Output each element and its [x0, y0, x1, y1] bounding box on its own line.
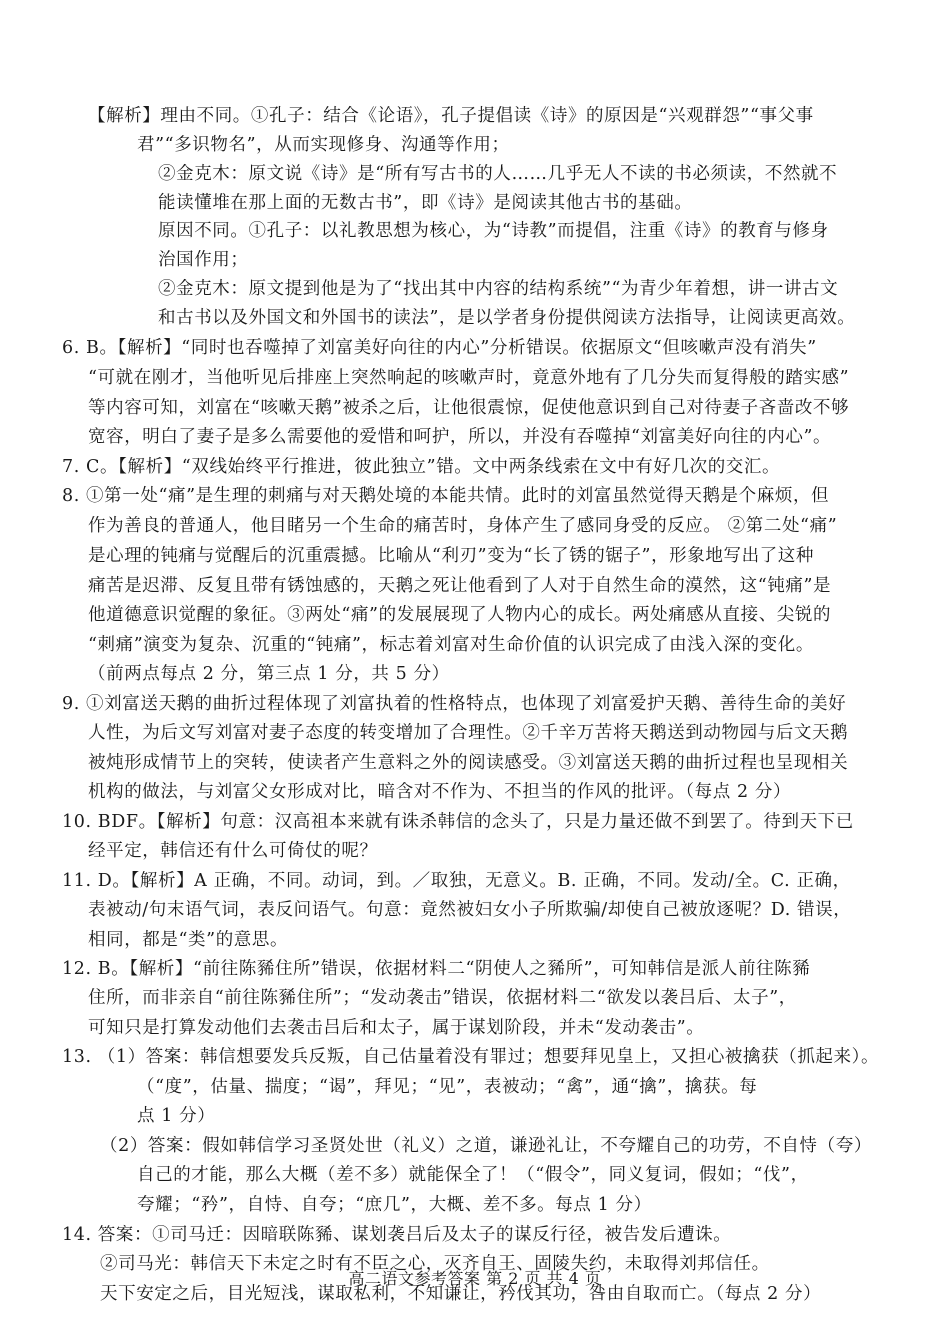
text-line: 12. B。【解析】“前往陈豨住所”错误，依据材料二“阴使人之豨所”，可知韩信是派人前往陈豨: [62, 959, 811, 979]
text-line: 可知只是打算发动他们去袭击吕后和太子，属于谋划阶段，并未“发动袭击”。: [88, 1018, 705, 1038]
text-line: 10. BDF。【解析】句意：汉高祖本来就有诛杀韩信的念头了，只是力量还做不到罢了。待到天下已: [62, 812, 854, 832]
text-line: 9. ①刘富送天鹅的曲折过程体现了刘富执着的性格特点，也体现了刘富爱护天鹅、善待生命的美好: [62, 694, 847, 714]
text-line: 他道德意识觉醒的象征。③两处“痛”的发展展现了人物内心的成长。两处痛感从直接、尖锐的: [88, 605, 832, 625]
text-line: 点 1 分）: [137, 1106, 216, 1126]
text-line: 和古书以及外国文和外国书的读法”，是以学者身份提供阅读方法指导，让阅读更高效。: [158, 308, 856, 328]
text-line: （2）答案：假如韩信学习圣贤处世（礼义）之道，谦逊礼让，不夸耀自己的功劳，不自恃（夸）: [100, 1136, 872, 1156]
page-footer: 高二语文参考答案 第 2 页 共 4 页: [348, 1269, 602, 1288]
text-line: （“度”，估量、揣度；“谒”，拜见；“见”，表被动；“禽”，通“擒”，擒获。每: [137, 1077, 758, 1097]
text-line: 君”“多识物名”，从而实现修身、沟通等作用；: [137, 135, 510, 155]
text-line: （前两点每点 2 分，第三点 1 分，共 5 分）: [88, 664, 450, 684]
text-line: 能读懂堆在那上面的无数古书”，即《诗》是阅读其他古书的基础。: [158, 193, 693, 213]
text-line: 宽容，明白了妻子是多么需要他的爱惜和呵护，所以，并没有吞噬掉“刘富美好向往的内心”。: [88, 427, 832, 447]
text-line: 自己的才能，那么大概（差不多）就能保全了！（“假令”，同义复词，假如；“伐”，: [137, 1165, 809, 1185]
text-line: 6. B。【解析】“同时也吞噬掉了刘富美好向往的内心”分析错误。依据原文“但咳嗽声没有消失”: [62, 338, 817, 358]
text-line: 【解析】理由不同。①孔子：结合《论语》，孔子提倡读《诗》的原因是“兴观群怨”“事父事: [88, 106, 814, 126]
text-line: “刺痛”演变为复杂、沉重的“钝痛”，标志着刘富对生命价值的认识完成了由浅入深的变化。: [88, 635, 814, 655]
text-line: “可就在刚才，当他听见后排座上突然响起的咳嗽声时，竟意外地有了几分失而复得般的踏实感”: [88, 368, 850, 388]
text-line: 痛苦是迟滞、反复且带有锈蚀感的，天鹅之死让他看到了人对于自然生命的漠然，这“钝痛”是: [88, 576, 832, 596]
text-line: 被炖形成情节上的突转，使读者产生意料之外的阅读感受。③刘富送天鹅的曲折过程也呈现相关: [88, 753, 849, 773]
text-line: 夸耀；“矜”，自恃、自夸；“庶几”，大概、差不多。每点 1 分）: [137, 1195, 652, 1215]
text-line: 是心理的钝痛与觉醒后的沉重震撼。比喻从“利刃”变为“长了锈的锯子”，形象地写出了这种: [88, 546, 814, 566]
text-line: 天下安定之后，目光短浅，谋取私利，不知谦让，矜伐其功，咎由自取而亡。（每点 2 分）: [100, 1284, 822, 1304]
text-line: 14. 答案：①司马迁：因暗联陈豨、谋划袭吕后及太子的谋反行径，被告发后遭诛。: [62, 1225, 732, 1245]
text-line: 人性，为后文写刘富对妻子态度的转变增加了合理性。②千辛万苦将天鹅送到动物园与后文天鹅: [88, 723, 849, 743]
text-line: 7. C。【解析】“双线始终平行推进，彼此独立”错。文中两条线索在文中有好几次的交汇。: [62, 457, 781, 477]
text-line: 经平定，韩信还有什么可倚仗的呢？: [88, 841, 378, 861]
text-line: 住所，而非亲自“前往陈豨住所”；“发动袭击”错误，依据材料二“欲发以袭吕后、太子”，: [88, 988, 797, 1008]
text-line: 相同，都是“类”的意思。: [88, 930, 289, 950]
text-line: 表被动/句末语气词，表反问语气。句意：竟然被妇女小子所欺骗/却使自己被放逐呢？D. 错误，: [88, 900, 852, 920]
text-line: ②金克木：原文提到他是为了“找出其中内容的结构系统”“为青少年着想，讲一讲古文: [158, 279, 839, 299]
text-line: 作为善良的普通人，他目睹另一个生命的痛苦时，身体产生了感同身受的反应。 ②第二处“痛”: [88, 516, 838, 536]
text-line: 8. ①第一处“痛”是生理的刺痛与对天鹅处境的本能共情。此时的刘富虽然觉得天鹅是个麻烦，但: [62, 486, 830, 506]
text-line: 机构的做法，与刘富父女形成对比，暗含对不作为、不担当的作风的批评。（每点 2 分）: [88, 782, 792, 802]
text-line: 原因不同。①孔子：以礼教思想为核心，为“诗教”而提倡，注重《诗》的教育与修身: [158, 221, 829, 241]
text-line: 等内容可知，刘富在“咳嗽天鹅”被杀之后，让他很震惊，促使他意识到自己对待妻子吝啬改不够: [88, 398, 850, 418]
text-line: 13. （1）答案：韩信想要发兵反叛，自己估量着没有罪过；想要拜见皇上，又担心被擒获（抓起来）。: [62, 1047, 880, 1067]
text-line: ②金克木：原文说《诗》是“所有写古书的人……几乎无人不读的书必须读，不然就不: [158, 164, 838, 184]
text-line: ②司马光：韩信天下未定之时有不臣之心，灭齐自王、固陵失约，未取得刘邦信任。: [100, 1254, 770, 1274]
text-line: 11. D。【解析】A 正确，不同。动词，到。／取独，无意义。B. 正确，不同。发动/全。C. 正确，: [62, 871, 851, 891]
text-line: 治国作用；: [158, 250, 249, 270]
